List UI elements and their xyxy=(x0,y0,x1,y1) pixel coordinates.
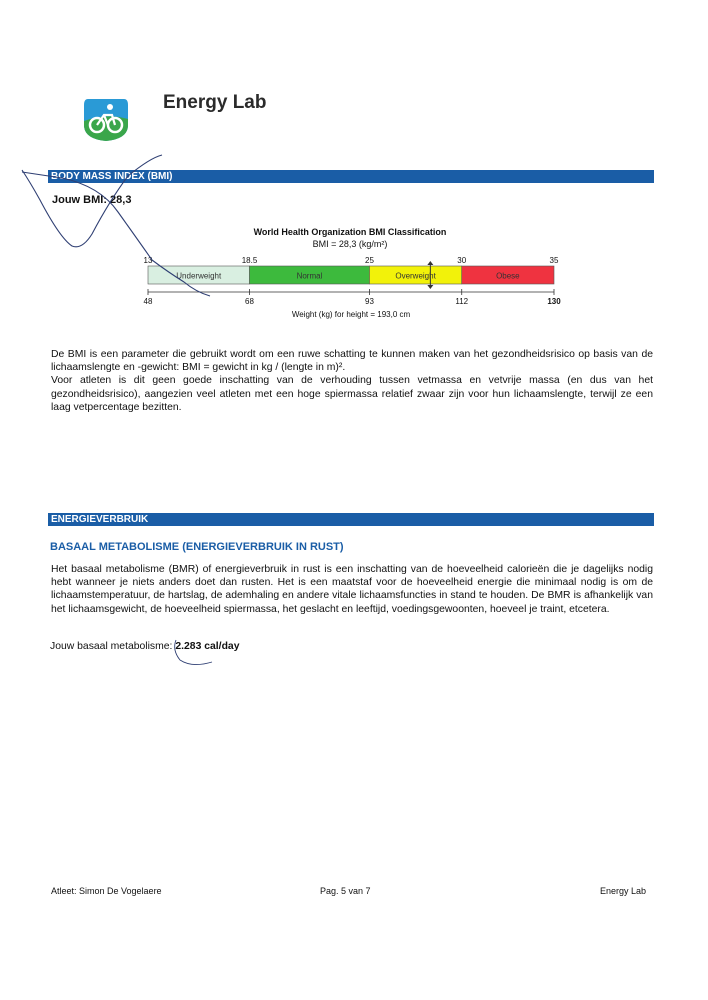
bmr-value: 2.283 cal/day xyxy=(175,641,240,652)
energy-section-title: ENERGIEVERBRUIK xyxy=(51,513,152,526)
weight-tick-label: 112 xyxy=(455,297,469,306)
footer-brand: Energy Lab xyxy=(600,886,647,896)
bmr-paragraph xyxy=(51,563,653,616)
weight-tick-label: 48 xyxy=(143,297,153,306)
bmi-tick-label: 18.5 xyxy=(241,256,258,265)
bmi-band-label: Overweight xyxy=(395,271,436,281)
bmi-classification-chart xyxy=(136,253,576,323)
bmr-label: Jouw basaal metabolisme: xyxy=(50,641,173,652)
bmi-band-label: Normal xyxy=(296,271,323,281)
weight-axis-label: Weight (kg) for height = 193,0 cm xyxy=(291,310,411,319)
chart-subtitle: BMI = 28,3 (kg/m²) xyxy=(312,239,388,249)
energy-lab-logo-icon xyxy=(82,95,130,143)
bmr-paragraph-text: Het basaal metabolisme (BMR) of energieverbruik in rust is een inschatting van de hoeveelheid calorieën die je dagelijks nodig hebt wanneer je niets anders doet dan rusten. Het is een maatstaf voor de hoeveelheid energie die minimaal nodig is om de lichaamstemperatuur, de hartslag, de ademhaling en andere vitale lichaamsfuncties in stand te houden. De BMR is afhankelijk van het lichaamsgewicht, de hoeveelheid spiermassa, het geslacht en leeftijd, voedingsgewoonten, hoeveel je traint, etcetera. xyxy=(51,564,653,615)
footer-page-number: Pag. 5 van 7 xyxy=(320,886,371,896)
weight-tick-label: 130 xyxy=(547,297,561,306)
bmi-paragraph-2: Voor atleten is dit geen goede inschatting van de verhouding tussen vetmassa en vetvrije massa (en dus van het gezondheidsrisico), aangezien veel atleten met een hoge spiermassa relatief zwaar zijn voor hun lichaamslengte, terwijl ze een laag vetpercentage bezitten. xyxy=(51,375,653,413)
bmi-marker-arrow-down xyxy=(427,285,433,289)
bmi-marker-arrow-up xyxy=(427,261,433,265)
bmr-result xyxy=(50,641,239,652)
bmi-section-title: BODY MASS INDEX (BMI) xyxy=(51,170,177,183)
bmi-tick-label: 35 xyxy=(549,256,559,265)
bmi-explanation xyxy=(51,348,653,414)
energy-section-bar xyxy=(48,513,654,526)
footer-athlete: Atleet: Simon De Vogelaere xyxy=(51,886,162,896)
bmi-paragraph-1: De BMI is een parameter die gebruikt wordt om een ruwe schatting te kunnen maken van het gezondheidsrisico op basis van de lichaamslengte en -gewicht: BMI = gewicht in kg / (lengte in m)². xyxy=(51,349,653,374)
chart-title: World Health Organization BMI Classification xyxy=(253,227,447,237)
bmi-band-label: Obese xyxy=(496,271,520,281)
bmi-section-bar xyxy=(48,170,654,183)
bmr-subheading: BASAAL METABOLISME (ENERGIEVERBRUIK IN RUST) xyxy=(50,541,344,553)
bmi-band-label: Underweight xyxy=(176,271,222,281)
bmi-tick-label: 25 xyxy=(365,256,374,265)
brand-title: Energy Lab xyxy=(163,92,267,113)
weight-tick-label: 93 xyxy=(365,297,374,306)
bmi-tick-label: 13 xyxy=(143,256,153,265)
bmi-tick-label: 30 xyxy=(457,256,467,265)
bmi-value: Jouw BMI: 28,3 xyxy=(52,194,132,206)
weight-tick-label: 68 xyxy=(245,297,254,306)
